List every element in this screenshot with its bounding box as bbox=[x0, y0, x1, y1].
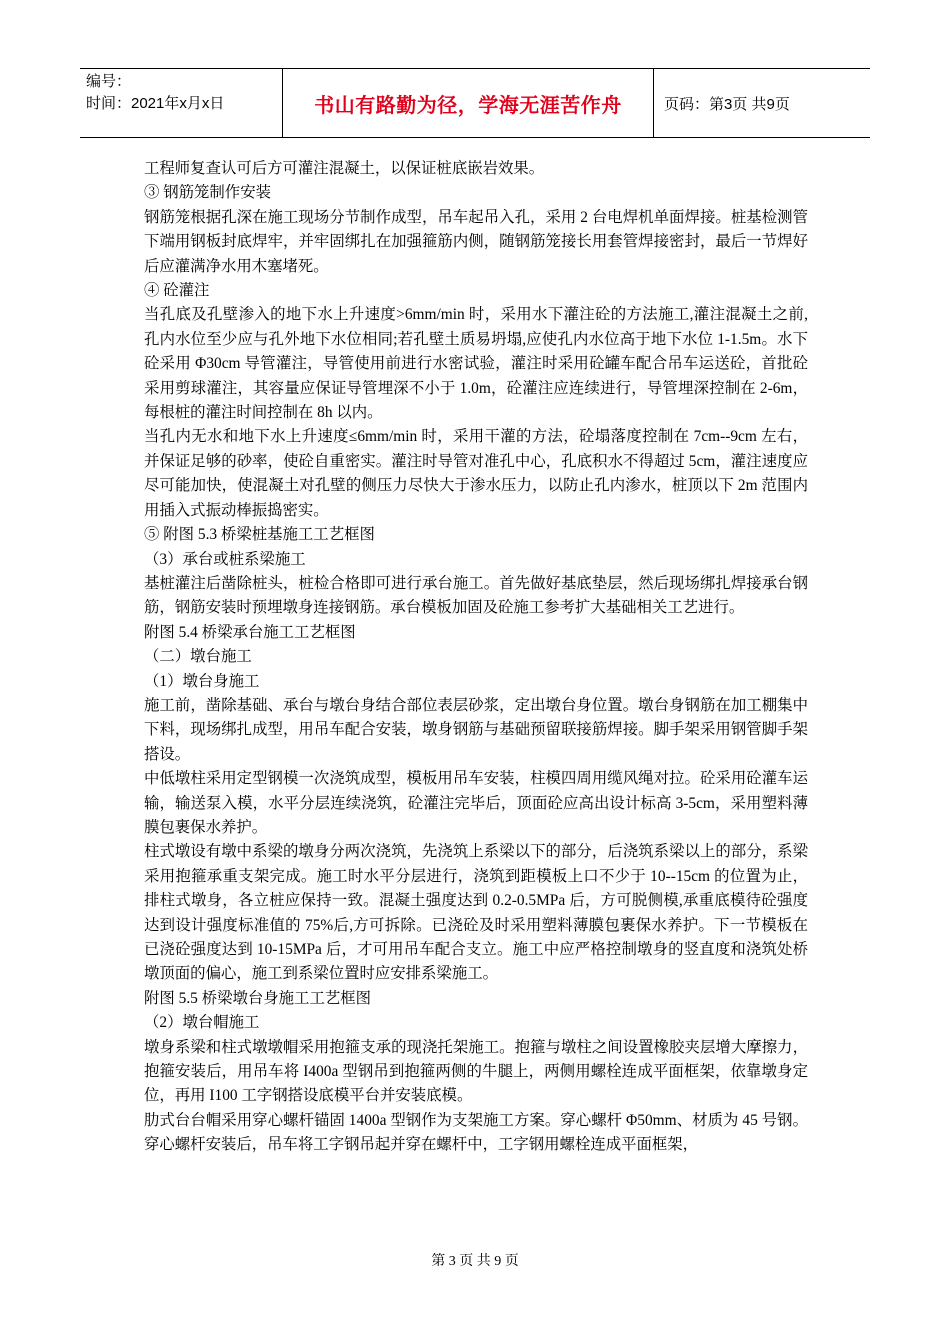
document-number-label: 编号： bbox=[86, 73, 132, 90]
header-info-cell bbox=[80, 69, 283, 137]
paragraph: 工程师复查认可后方可灌注混凝土，以保证桩底嵌岩效果。 bbox=[144, 160, 545, 177]
section-heading: （二）墩台施工 bbox=[144, 648, 252, 666]
section-heading: ③ 钢筋笼制作安装 bbox=[144, 184, 271, 202]
section-heading: ④ 砼灌注 bbox=[144, 282, 210, 300]
paragraph: 当孔内无水和地下水上升速度≤6mm/min 时，采用干灌的方法，砼塌落度控制在 7cm--9cm 左右，并保证足够的砂率，使砼自重密实。灌注时导管对准孔中心，孔底积水不得超过 5cm，灌注速度应尽可能加快，使混凝土对孔壁的侧压力尽快大于渗水压力，以防止孔内渗水，桩顶以下 2m 范围内用插入式振动棒振捣密实。 bbox=[144, 428, 808, 519]
figure-reference: 附图 5.4 桥梁承台施工工艺框图 bbox=[144, 623, 356, 641]
document-body bbox=[144, 157, 808, 1158]
paragraph: 施工前，凿除基础、承台与墩台身结合部位表层砂浆，定出墩台身位置。墩台身钢筋在加工棚集中下料，现场绑扎成型，用吊车配合安装，墩身钢筋与基础预留联接筋焊接。脚手架采用钢管脚手架搭设。 bbox=[144, 696, 808, 763]
section-heading: （3）承台或桩系梁施工 bbox=[144, 550, 306, 568]
document-date-label: 时间：2021年x月x日 bbox=[86, 95, 225, 112]
section-heading: （1）墩台身施工 bbox=[144, 672, 260, 690]
section-heading: （2）墩台帽施工 bbox=[144, 1014, 260, 1032]
figure-reference: 附图 5.5 桥梁墩台身施工工艺框图 bbox=[144, 989, 372, 1007]
header-motto: 书山有路勤为径，学海无涯苦作舟 bbox=[283, 69, 654, 137]
paragraph: 肋式台台帽采用穿心螺杆锚固 1400a 型钢作为支架施工方案。穿心螺杆 Φ50mm、材质为 45 号钢。穿心螺杆安装后，吊车将工字钢吊起并穿在螺杆中，工字钢用螺栓连成平面框架， bbox=[144, 1111, 808, 1154]
paragraph: 柱式墩设有墩中系梁的墩身分两次浇筑，先浇筑上系梁以下的部分，后浇筑系梁以上的部分，系梁采用抱箍承重支架完成。施工时水平分层进行，浇筑到距模板上口不少于 10--15cm 的位置为止，排柱式墩身，各立桩应保持一致。混凝土强度达到 0.2-0.5MPa 后，方可脱侧模,承重底模待砼强度达到设计强度标准值的 75%后,方可拆除。已浇砼及时采用塑料薄膜包裹保水养护。下一节模板在已浇砼强度达到 10-15MPa 后，才可用吊车配合支立。施工中应严格控制墩身的竖直度和浇筑处桥墩顶面的偏心，施工到系梁位置时应安排系梁施工。 bbox=[144, 843, 808, 983]
page-header bbox=[80, 68, 870, 138]
paragraph: 墩身系梁和柱式墩墩帽采用抱箍支承的现浇托架施工。抱箍与墩柱之间设置橡胶夹层增大摩擦力，抱箍安装后，用吊车将 I400a 型钢吊到抱箍两侧的牛腿上，两侧用螺栓连成平面框架，依靠墩身定位，再用 I100 工字钢搭设底模平台并安装底模。 bbox=[144, 1038, 808, 1105]
page-footer: 第 3 页 共 9 页 bbox=[431, 1254, 519, 1269]
paragraph: 基桩灌注后凿除桩头，桩检合格即可进行承台施工。首先做好基底垫层，然后现场绑扎焊接承台钢筋，钢筋安装时预埋墩身连接钢筋。承台模板加固及砼施工参考扩大基础相关工艺进行。 bbox=[144, 574, 808, 617]
header-page-number: 页码：第3页 共9页 bbox=[664, 95, 790, 113]
paragraph: 中低墩柱采用定型钢模一次浇筑成型，模板用吊车安装，柱模四周用缆风绳对拉。砼采用砼灌车运输，输送泵入模，水平分层连续浇筑，砼灌注完毕后，顶面砼应高出设计标高 3-5cm，采用塑料薄膜包裹保水养护。 bbox=[144, 770, 808, 836]
paragraph: 钢筋笼根据孔深在施工现场分节制作成型，吊车起吊入孔，采用 2 台电焊机单面焊接。桩基检测管下端用钢板封底焊牢，并牢固绑扎在加强箍筋内侧，随钢筋笼接长用套管焊接密封，最后一节焊好后应灌满净水用木塞堵死。 bbox=[144, 208, 808, 275]
paragraph: 当孔底及孔壁渗入的地下水上升速度>6mm/min 时，采用水下灌注砼的方法施工,灌注混凝土之前,孔内水位至少应与孔外地下水位相同;若孔壁土质易坍塌,应使孔内水位高于地下水位 1-1.5m。水下砼采用 Φ30cm 导管灌注，导管使用前进行水密试验，灌注时采用砼罐车配合吊车运送砼，首批砼采用剪球灌注，其容量应保证导管埋深不小于 1.0m，砼灌注应连续进行，导管埋深控制在 2-6m，每根桩的灌注时间控制在 8h 以内。 bbox=[144, 306, 808, 422]
figure-reference: ⑤ 附图 5.3 桥梁桩基施工工艺框图 bbox=[144, 526, 375, 544]
